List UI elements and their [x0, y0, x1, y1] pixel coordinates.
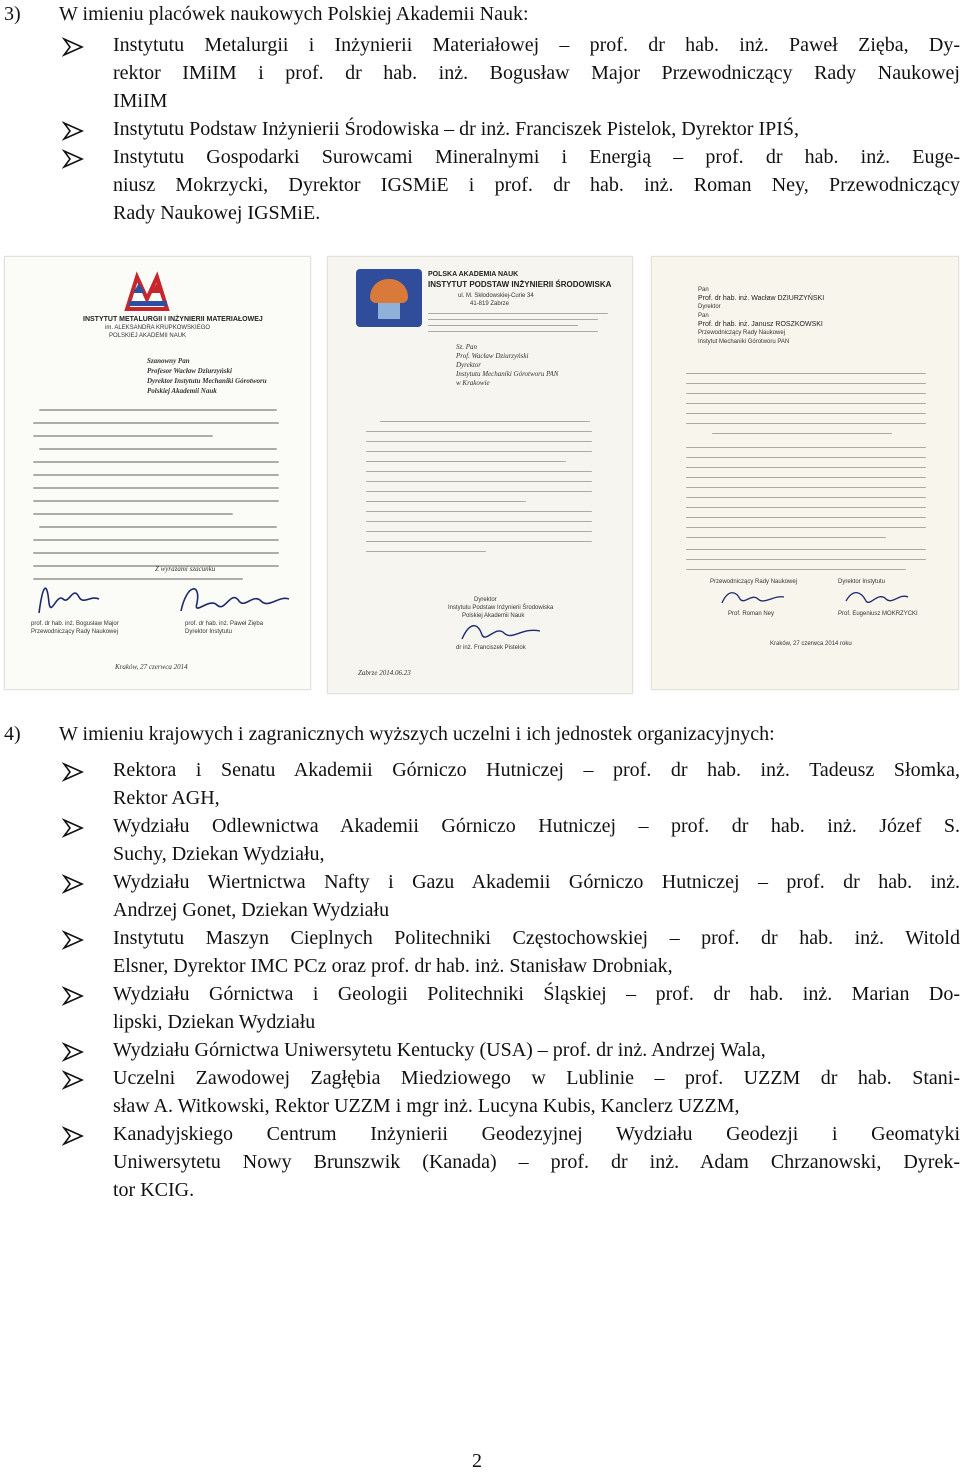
signature-image	[718, 585, 788, 609]
ipis-logo-icon	[356, 269, 422, 327]
list-item: Instytutu Metalurgii i Inżynierii Materiałowej – prof. dr hab. inż. Paweł Zięba, Dy- rektor IMiIM i prof. dr hab. inż. Bogusław Major Przewodniczący Rady Naukowej IMiIM	[113, 34, 960, 112]
imiim-logo-icon	[123, 271, 173, 313]
arrow-bullet-icon	[62, 37, 84, 57]
arrow-bullet-icon	[62, 762, 84, 782]
arrow-bullet-icon	[62, 818, 84, 838]
arrow-bullet-icon	[62, 1070, 84, 1090]
list-item: Instytutu Gospodarki Surowcami Mineralnymi i Energią – prof. dr hab. inż. Euge- niusz Mokrzycki, Dyrektor IGSMiE i prof. dr hab. inż. Roman Ney, Przewodniczący Rady Naukowej IGSMiE.	[113, 146, 960, 224]
list-item: Uczelni Zawodowej Zagłębia Miedziowego w Lublinie – prof. UZZM dr hab. Stani- sław A. Witkowski, Rektor UZZM i mgr inż. Lucyna Kubis, Kanclerz UZZM,	[113, 1067, 960, 1117]
list-item: Instytutu Podstaw Inżynierii Środowiska – dr inż. Franciszek Pistelok, Dyrektor IPIŚ,	[113, 118, 800, 140]
letter-image-ipis: POLSKA AKADEMIA NAUK INSTYTUT PODSTAW INŻYNIERII ŚRODOWISKA ul. M. Skłodowskiej-Curie 34 41-819 Zabrze Sz. Pan Prof. Wacław Dziurzyński Dyrektor Instytutu Mechaniki Górotworu PAN w Krakowie Dyrektor Instytutu Podstaw Inżynierii Środowiska Polskiej Akademii Nauk dr inż. Franciszek Pistelok Zabrze 2014.06.23	[327, 256, 633, 694]
signature-image	[175, 577, 295, 621]
page-number: 2	[472, 1450, 482, 1472]
list-item: Wydziału Odlewnictwa Akademii Górniczo Hutniczej – prof. dr hab. inż. Józef S. Suchy, Dziekan Wydziału,	[113, 815, 960, 865]
signature-image	[456, 617, 546, 647]
signature-image	[842, 585, 912, 609]
list-item: Wydziału Wiertnictwa Nafty i Gazu Akademii Górniczo Hutniczej – prof. dr hab. inż. Andrzej Gonet, Dziekan Wydziału	[113, 871, 960, 921]
arrow-bullet-icon	[62, 930, 84, 950]
letter-image-imiim: INSTYTUT METALURGII I INŻYNIERII MATERIAŁOWEJ im. ALEKSANDRA KRUPKOWSKIEGO POLSKIEJ AKADEMII NAUK Szanowny Pan Profesor Wacław Dziurzyński Dyrektor Instytutu Mechaniki Górotworu Polskiej Akademii Nauk Z wyrazami szacunku prof. dr hab. inż. Bogusław Major Przewodniczący Rady Naukowej prof. dr hab. inż. Paweł Zięba Dyrektor Instytutu Kraków, 27 czerwca 2014	[4, 256, 311, 690]
arrow-bullet-icon	[62, 874, 84, 894]
letter-image-igsmie: Pan Prof. dr hab. inż. Wacław DZIURZYŃSKI Dyrektor Pan Prof. dr hab. inż. Janusz ROSZKOWSKI Przewodniczący Rady Naukowej Instytut Mechaniki Górotworu PAN Przewodniczący Rady Naukowej Dyrektor Instytutu Prof. Roman Ney Prof. Eugeniusz MOKRZYCKI Kraków, 27 czerwca 2014 roku	[651, 256, 959, 690]
section-title: W imieniu placówek naukowych Polskiej Akademii Nauk:	[59, 3, 529, 25]
section-title: W imieniu krajowych i zagranicznych wyższych uczelni i ich jednostek organizacyjnych:	[59, 723, 775, 745]
list-item: Kanadyjskiego Centrum Inżynierii Geodezyjnej Wydziału Geodezji i Geomatyki Uniwersytetu Nowy Brunszwik (Kanada) – prof. dr inż. Adam Chrzanowski, Dyrek- tor KCIG.	[113, 1123, 960, 1201]
section-number: 3)	[4, 3, 21, 25]
arrow-bullet-icon	[62, 149, 84, 169]
arrow-bullet-icon	[62, 986, 84, 1006]
arrow-bullet-icon	[62, 1042, 84, 1062]
list-item: Rektora i Senatu Akademii Górniczo Hutniczej – prof. dr hab. inż. Tadeusz Słomka, Rektor AGH,	[113, 759, 960, 809]
section-number: 4)	[4, 723, 21, 745]
list-item: Wydziału Górnictwa Uniwersytetu Kentucky (USA) – prof. dr inż. Andrzej Wala,	[113, 1039, 766, 1061]
arrow-bullet-icon	[62, 121, 84, 141]
list-item: Instytutu Maszyn Cieplnych Politechniki Częstochowskiej – prof. dr hab. inż. Witold Elsner, Dyrektor IMC PCz oraz prof. dr hab. inż. Stanisław Drobniak,	[113, 927, 960, 977]
arrow-bullet-icon	[62, 1126, 84, 1146]
signature-image	[33, 573, 113, 621]
list-item: Wydziału Górnictwa i Geologii Politechniki Śląskiej – prof. dr hab. inż. Marian Do- lipski, Dziekan Wydziału	[113, 983, 960, 1033]
